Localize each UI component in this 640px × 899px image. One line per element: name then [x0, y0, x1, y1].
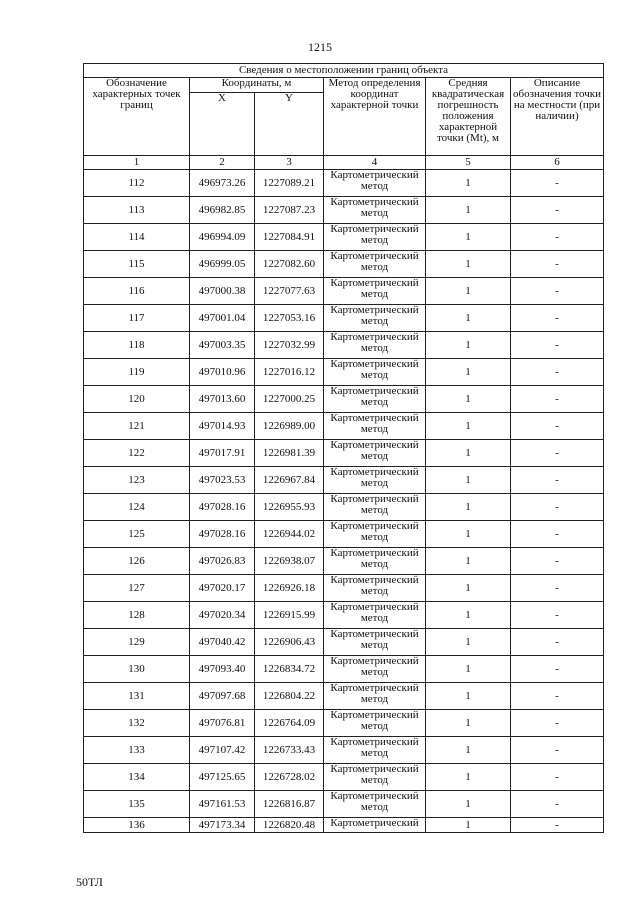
coordinate-x: 497107.42: [190, 737, 255, 764]
column-number: 1: [84, 156, 190, 170]
mean-square-error: 1: [426, 413, 511, 440]
header-description: Описание обозначения точки на местности (при наличии): [511, 78, 604, 156]
coordinate-x: 496982.85: [190, 197, 255, 224]
method-line-1: Картометрический: [330, 277, 419, 289]
method-cell: [324, 764, 426, 791]
method-line-2: метод: [360, 207, 389, 219]
method-line-2: метод: [360, 558, 389, 570]
table-row: [84, 737, 604, 764]
coordinate-x: 497040.42: [190, 629, 255, 656]
header-coordinates: Координаты, м: [190, 78, 324, 93]
coordinate-y: 1227087.23: [255, 197, 324, 224]
footer-code: 50ТЛ: [76, 875, 103, 889]
mean-square-error: 1: [426, 305, 511, 332]
table-row: [84, 440, 604, 467]
method-line-1: Картометрический: [330, 412, 419, 424]
table-row: [84, 251, 604, 278]
method-line-1: Картометрический: [330, 196, 419, 208]
coordinate-y: 1227089.21: [255, 170, 324, 197]
table-row: [84, 170, 604, 197]
header-x: X: [190, 93, 255, 156]
coordinate-x: 497028.16: [190, 494, 255, 521]
column-number: 6: [511, 156, 604, 170]
method-cell: [324, 575, 426, 602]
point-description: -: [511, 683, 604, 710]
table-row: [84, 575, 604, 602]
coordinate-y: 1227053.16: [255, 305, 324, 332]
point-designation: 135: [84, 791, 190, 818]
header-y: Y: [255, 93, 324, 156]
mean-square-error: 1: [426, 791, 511, 818]
point-designation: 115: [84, 251, 190, 278]
coordinate-x: 497023.53: [190, 467, 255, 494]
method-line-2: метод: [360, 639, 389, 651]
point-description: -: [511, 764, 604, 791]
point-designation: 114: [84, 224, 190, 251]
coordinate-y: 1227077.63: [255, 278, 324, 305]
point-designation: 116: [84, 278, 190, 305]
method-cell: [324, 467, 426, 494]
table-row: [84, 332, 604, 359]
coordinate-y: 1226820.48: [255, 818, 324, 833]
point-designation: 130: [84, 656, 190, 683]
table-row: [84, 818, 604, 833]
method-line-2: метод: [360, 450, 389, 462]
method-line-1: Картометрический: [330, 628, 419, 640]
method-cell: [324, 791, 426, 818]
method-cell: [324, 602, 426, 629]
table-row: [84, 197, 604, 224]
method-line-1: Картометрический: [330, 817, 419, 829]
point-designation: 112: [84, 170, 190, 197]
table-row: [84, 413, 604, 440]
method-cell: [324, 683, 426, 710]
table-row: [84, 305, 604, 332]
coordinate-y: 1226926.18: [255, 575, 324, 602]
point-description: -: [511, 737, 604, 764]
point-designation: 123: [84, 467, 190, 494]
table-row: [84, 629, 604, 656]
header-method: Метод определения координат характерной точки: [324, 78, 426, 156]
method-cell: [324, 251, 426, 278]
method-line-1: Картометрический: [330, 358, 419, 370]
coordinate-y: 1227016.12: [255, 359, 324, 386]
method-cell: [324, 359, 426, 386]
point-designation: 133: [84, 737, 190, 764]
method-cell: [324, 494, 426, 521]
point-designation: 118: [84, 332, 190, 359]
method-line-2: метод: [360, 801, 389, 813]
table-row: [84, 548, 604, 575]
point-description: -: [511, 710, 604, 737]
method-line-2: метод: [360, 693, 389, 705]
column-number-row: [84, 156, 604, 170]
coordinate-x: 497125.65: [190, 764, 255, 791]
method-cell: [324, 710, 426, 737]
column-number: 5: [426, 156, 511, 170]
method-line-2: метод: [360, 369, 389, 381]
table-row: [84, 224, 604, 251]
mean-square-error: 1: [426, 251, 511, 278]
method-line-2: метод: [360, 531, 389, 543]
coordinate-x: 497097.68: [190, 683, 255, 710]
mean-square-error: 1: [426, 197, 511, 224]
mean-square-error: 1: [426, 440, 511, 467]
point-description: -: [511, 170, 604, 197]
coordinate-x: 497173.34: [190, 818, 255, 833]
point-description: -: [511, 359, 604, 386]
coordinate-y: 1226728.02: [255, 764, 324, 791]
point-designation: 119: [84, 359, 190, 386]
point-description: -: [511, 548, 604, 575]
method-line-2: метод: [360, 774, 389, 786]
method-line-2: метод: [360, 666, 389, 678]
point-designation: 128: [84, 602, 190, 629]
point-description: -: [511, 251, 604, 278]
mean-square-error: 1: [426, 683, 511, 710]
coordinate-y: 1226804.22: [255, 683, 324, 710]
method-cell: [324, 170, 426, 197]
coordinate-x: 497076.81: [190, 710, 255, 737]
coordinate-x: 497013.60: [190, 386, 255, 413]
method-line-1: Картометрический: [330, 682, 419, 694]
point-designation: 120: [84, 386, 190, 413]
method-line-1: Картометрический: [330, 331, 419, 343]
method-line-2: метод: [360, 234, 389, 246]
method-line-1: Картометрический: [330, 439, 419, 451]
point-description: -: [511, 197, 604, 224]
coordinate-y: 1226764.09: [255, 710, 324, 737]
coordinate-x: 496999.05: [190, 251, 255, 278]
method-line-2: метод: [360, 504, 389, 516]
point-description: -: [511, 332, 604, 359]
method-line-2: метод: [360, 396, 389, 408]
method-line-2: метод: [360, 342, 389, 354]
method-cell: [324, 197, 426, 224]
method-cell: [324, 818, 426, 833]
point-description: -: [511, 791, 604, 818]
method-cell: [324, 548, 426, 575]
method-line-1: Картометрический: [330, 385, 419, 397]
table-row: [84, 386, 604, 413]
method-line-1: Картометрический: [330, 736, 419, 748]
method-line-2: метод: [360, 477, 389, 489]
method-cell: [324, 656, 426, 683]
boundary-coordinates-table: [83, 63, 604, 833]
point-description: -: [511, 602, 604, 629]
coordinate-x: 497161.53: [190, 791, 255, 818]
table-row: [84, 494, 604, 521]
coordinate-y: 1226989.00: [255, 413, 324, 440]
point-description: -: [511, 413, 604, 440]
mean-square-error: 1: [426, 224, 511, 251]
header-error: Средняя квадратическая погрешность положения характерной точки (Mt), м: [426, 78, 511, 156]
coordinate-y: 1227082.60: [255, 251, 324, 278]
coordinate-y: 1226955.93: [255, 494, 324, 521]
mean-square-error: 1: [426, 548, 511, 575]
mean-square-error: 1: [426, 737, 511, 764]
method-line-1: Картометрический: [330, 466, 419, 478]
point-description: -: [511, 386, 604, 413]
coordinate-x: 497020.17: [190, 575, 255, 602]
mean-square-error: 1: [426, 332, 511, 359]
coordinate-y: 1226816.87: [255, 791, 324, 818]
mean-square-error: 1: [426, 278, 511, 305]
table-title: Сведения о местоположении границ объекта: [84, 64, 604, 78]
method-line-1: Картометрический: [330, 223, 419, 235]
point-designation: 134: [84, 764, 190, 791]
table-row: [84, 359, 604, 386]
method-line-1: Картометрический: [330, 169, 419, 181]
mean-square-error: 1: [426, 629, 511, 656]
coordinate-y: 1227032.99: [255, 332, 324, 359]
table-row: [84, 278, 604, 305]
method-line-1: Картометрический: [330, 493, 419, 505]
coordinate-x: 497093.40: [190, 656, 255, 683]
mean-square-error: 1: [426, 575, 511, 602]
coordinate-x: 497014.93: [190, 413, 255, 440]
point-designation: 132: [84, 710, 190, 737]
point-description: -: [511, 305, 604, 332]
mean-square-error: 1: [426, 656, 511, 683]
table-row: [84, 521, 604, 548]
method-line-1: Картометрический: [330, 250, 419, 262]
coordinate-y: 1226944.02: [255, 521, 324, 548]
method-line-1: Картометрический: [330, 520, 419, 532]
point-designation: 131: [84, 683, 190, 710]
point-designation: 121: [84, 413, 190, 440]
method-cell: [324, 440, 426, 467]
mean-square-error: 1: [426, 386, 511, 413]
header-designation: Обозначение характерных точек границ: [84, 78, 190, 156]
coordinate-x: 497028.16: [190, 521, 255, 548]
page-number: 1215: [308, 40, 332, 54]
table-row: [84, 467, 604, 494]
table-row: [84, 602, 604, 629]
method-line-2: метод: [360, 423, 389, 435]
method-cell: [324, 224, 426, 251]
method-cell: [324, 629, 426, 656]
method-line-2: метод: [360, 720, 389, 732]
coordinate-x: 497010.96: [190, 359, 255, 386]
method-cell: [324, 278, 426, 305]
point-description: -: [511, 656, 604, 683]
mean-square-error: 1: [426, 359, 511, 386]
coordinate-x: 497001.04: [190, 305, 255, 332]
method-line-1: Картометрический: [330, 763, 419, 775]
point-designation: 125: [84, 521, 190, 548]
point-designation: 124: [84, 494, 190, 521]
point-description: -: [511, 521, 604, 548]
method-line-1: Картометрический: [330, 709, 419, 721]
coordinate-y: 1227000.25: [255, 386, 324, 413]
method-line-2: метод: [360, 288, 389, 300]
point-designation: 113: [84, 197, 190, 224]
point-description: -: [511, 818, 604, 833]
point-description: -: [511, 278, 604, 305]
point-designation: 122: [84, 440, 190, 467]
point-description: -: [511, 467, 604, 494]
coordinate-y: 1226733.43: [255, 737, 324, 764]
method-line-1: Картометрический: [330, 304, 419, 316]
coordinate-x: 497020.34: [190, 602, 255, 629]
method-cell: [324, 332, 426, 359]
coordinate-x: 496973.26: [190, 170, 255, 197]
method-cell: [324, 305, 426, 332]
method-line-1: Картометрический: [330, 601, 419, 613]
mean-square-error: 1: [426, 764, 511, 791]
table-row: [84, 656, 604, 683]
method-cell: [324, 521, 426, 548]
method-cell: [324, 386, 426, 413]
point-description: -: [511, 629, 604, 656]
coordinate-x: 497017.91: [190, 440, 255, 467]
point-description: -: [511, 575, 604, 602]
method-line-1: Картометрический: [330, 574, 419, 586]
column-number: 2: [190, 156, 255, 170]
point-designation: 129: [84, 629, 190, 656]
mean-square-error: 1: [426, 170, 511, 197]
coordinate-y: 1226915.99: [255, 602, 324, 629]
mean-square-error: 1: [426, 467, 511, 494]
coordinate-x: 497003.35: [190, 332, 255, 359]
method-line-2: метод: [360, 315, 389, 327]
mean-square-error: 1: [426, 602, 511, 629]
coordinate-y: 1227084.91: [255, 224, 324, 251]
table-row: [84, 710, 604, 737]
table-row: [84, 764, 604, 791]
method-line-2: метод: [360, 180, 389, 192]
mean-square-error: 1: [426, 710, 511, 737]
method-line-2: метод: [360, 261, 389, 273]
coordinate-x: 497026.83: [190, 548, 255, 575]
point-designation: 136: [84, 818, 190, 833]
point-description: -: [511, 494, 604, 521]
method-line-1: Картометрический: [330, 655, 419, 667]
method-line-1: Картометрический: [330, 790, 419, 802]
coordinate-y: 1226938.07: [255, 548, 324, 575]
mean-square-error: 1: [426, 818, 511, 833]
coordinate-y: 1226906.43: [255, 629, 324, 656]
coordinate-x: 497000.38: [190, 278, 255, 305]
coordinate-y: 1226981.39: [255, 440, 324, 467]
point-designation: 126: [84, 548, 190, 575]
method-cell: [324, 737, 426, 764]
method-line-2: метод: [360, 747, 389, 759]
mean-square-error: 1: [426, 494, 511, 521]
coordinate-x: 496994.09: [190, 224, 255, 251]
table-row: [84, 791, 604, 818]
point-description: -: [511, 440, 604, 467]
mean-square-error: 1: [426, 521, 511, 548]
point-description: -: [511, 224, 604, 251]
method-cell: [324, 413, 426, 440]
column-number: 4: [324, 156, 426, 170]
column-number: 3: [255, 156, 324, 170]
coordinate-y: 1226834.72: [255, 656, 324, 683]
coordinate-y: 1226967.84: [255, 467, 324, 494]
point-designation: 127: [84, 575, 190, 602]
method-line-2: метод: [360, 585, 389, 597]
table-row: [84, 683, 604, 710]
table-body: [84, 170, 604, 833]
point-designation: 117: [84, 305, 190, 332]
method-line-1: Картометрический: [330, 547, 419, 559]
method-line-2: метод: [360, 612, 389, 624]
